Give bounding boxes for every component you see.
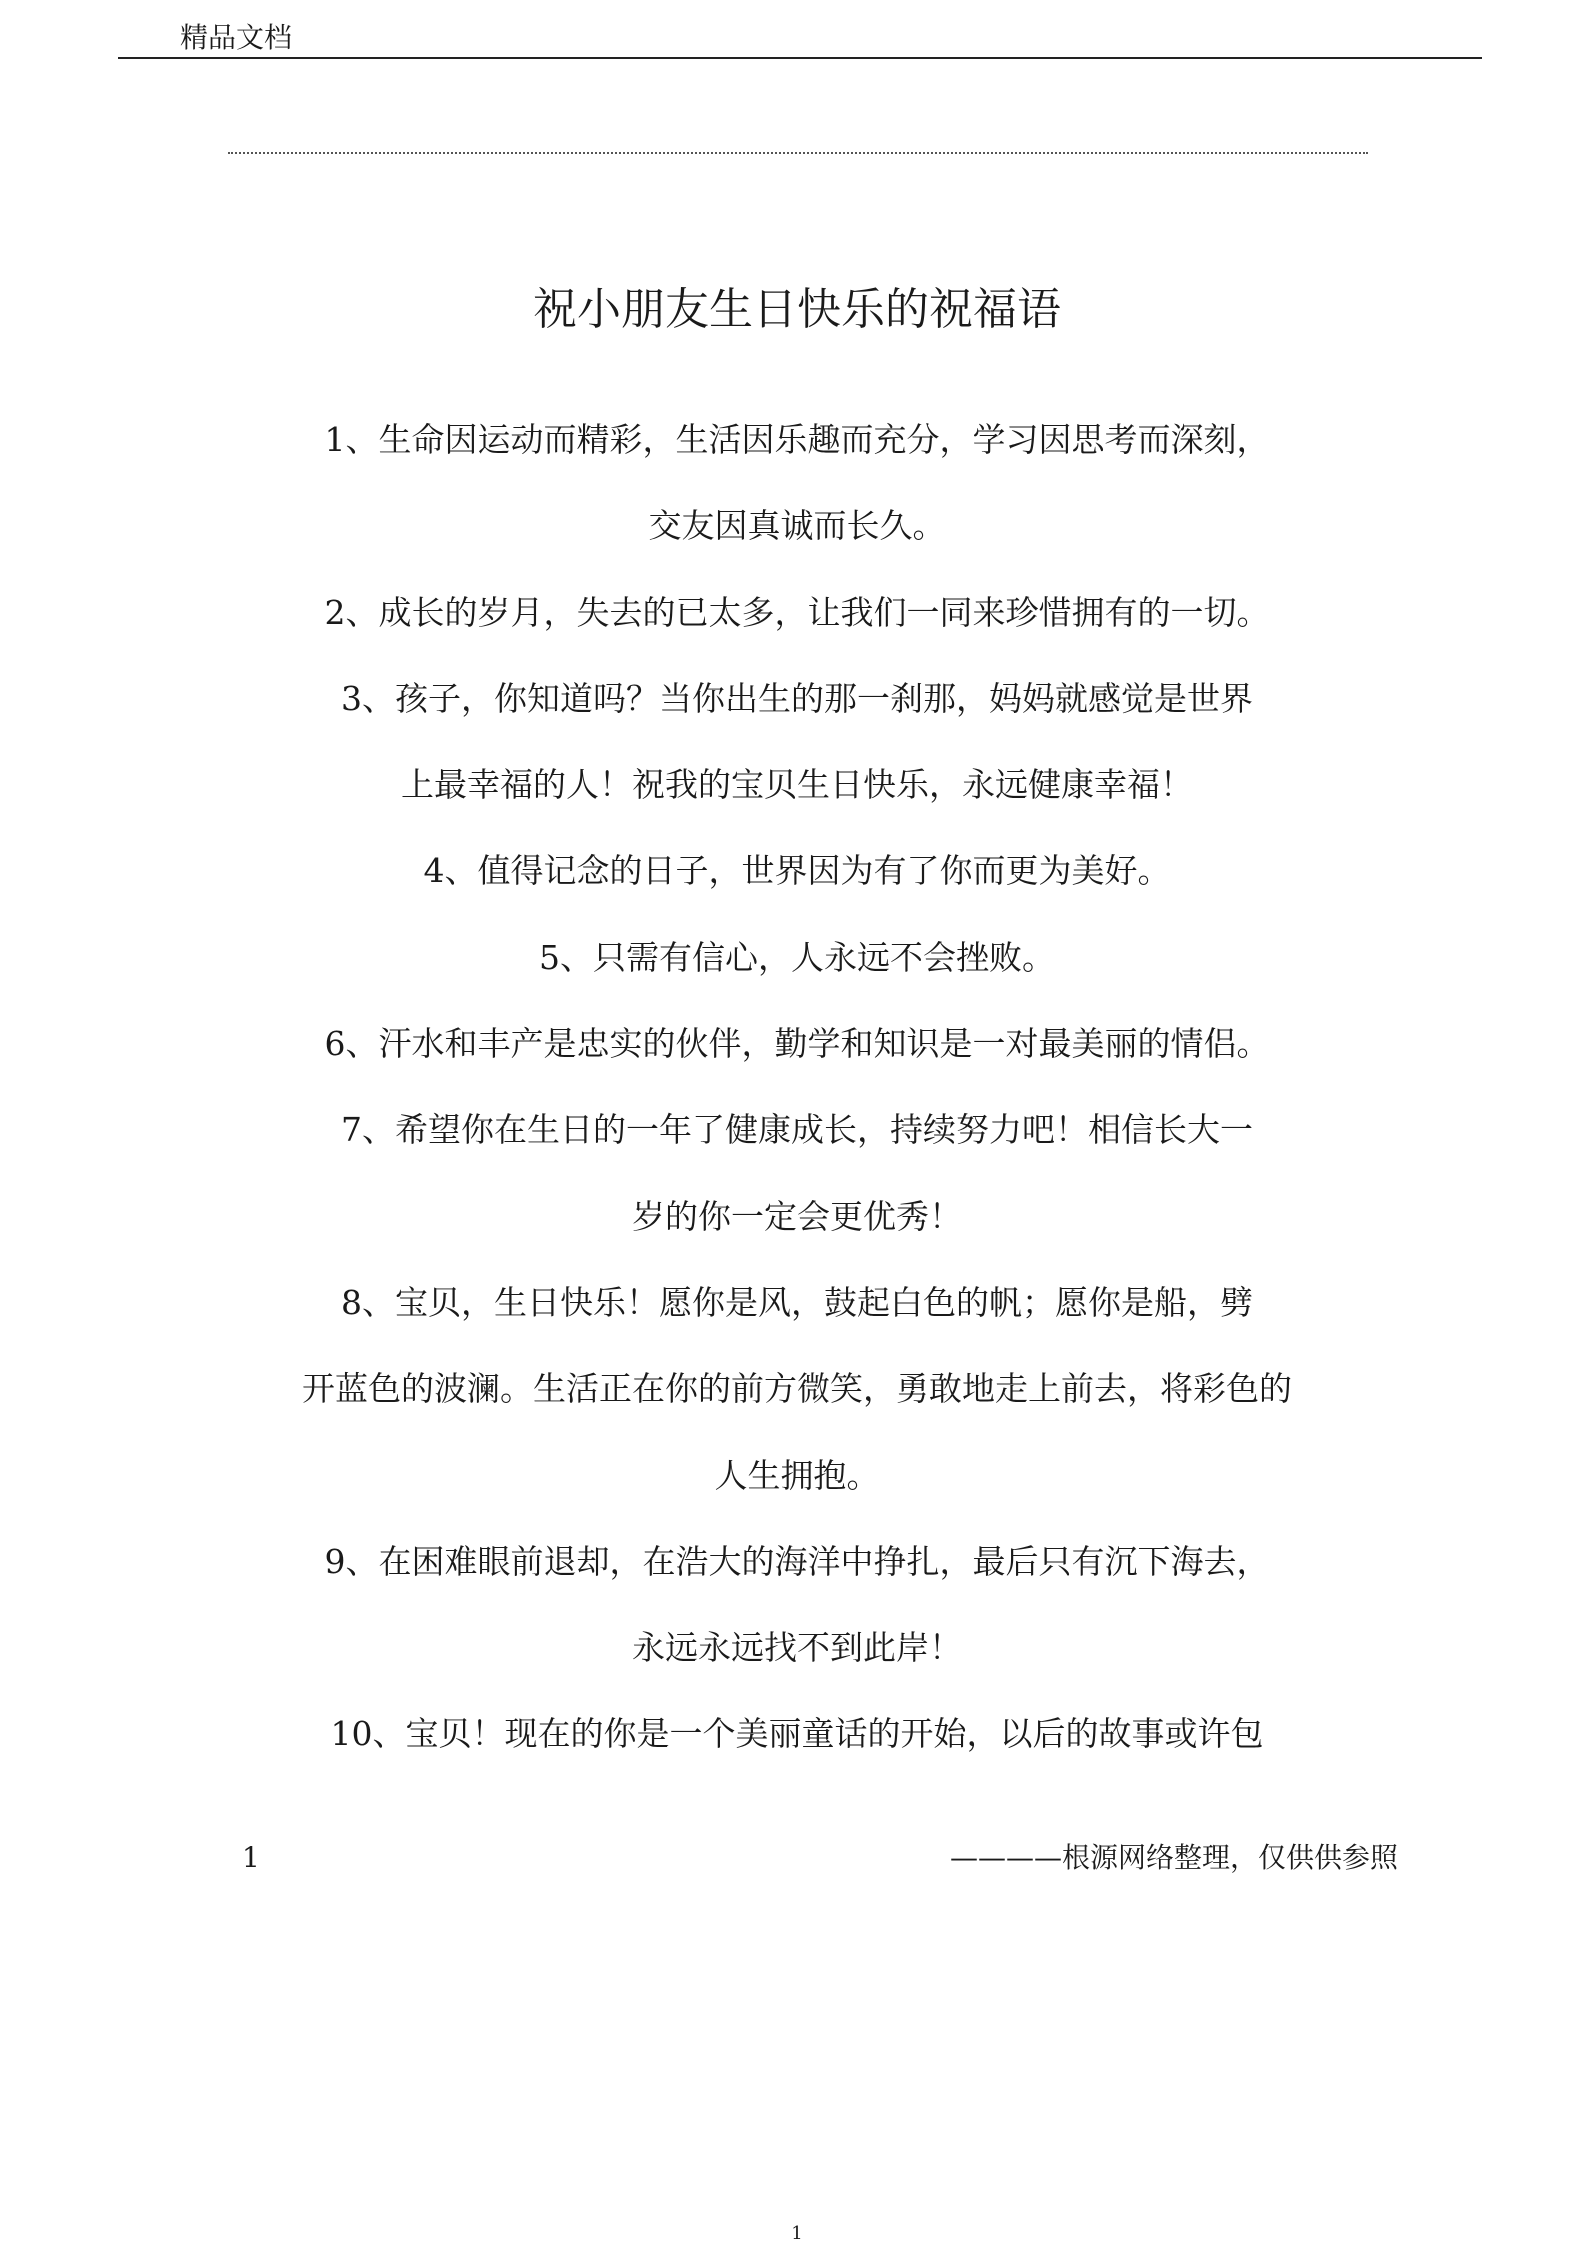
body-line: 永远永远找不到此岸！ <box>632 1628 962 1668</box>
document-body <box>0 410 1594 1791</box>
dotted-divider <box>228 152 1368 154</box>
body-line: 开蓝色的波澜。生活正在你的前方微笑，勇敢地走上前去，将彩色的 <box>302 1369 1292 1409</box>
body-line: 2、成长的岁月，失去的已太多，让我们一同来珍惜拥有的一切。 <box>324 592 1270 632</box>
body-line: 10、宝贝！现在的你是一个美丽童话的开始，以后的故事或许包 <box>330 1714 1264 1754</box>
body-line: 交友因真诚而长久。 <box>648 506 946 546</box>
footer-credit: ————根源网络整理，仅供供参照 <box>949 1841 1398 1874</box>
body-line: 8、宝贝，生日快乐！愿你是风，鼓起白色的帆；愿你是船，劈 <box>341 1282 1253 1322</box>
body-line: 上最幸福的人！祝我的宝贝生日快乐，永远健康幸福！ <box>401 765 1193 805</box>
body-line: 3、孩子，你知道吗？当你出生的那一刹那，妈妈就感觉是世界 <box>341 678 1253 718</box>
document-title: 祝小朋友生日快乐的祝福语 <box>533 284 1061 335</box>
body-line: 岁的你一定会更优秀！ <box>632 1196 962 1236</box>
body-line: 6、汗水和丰产是忠实的伙伴，勤学和知识是一对最美丽的情侣。 <box>324 1024 1270 1064</box>
body-line: 4、值得记念的日子，世界因为有了你而更为美好。 <box>423 851 1171 891</box>
header-label: 精品文档 <box>180 21 293 54</box>
body-line: 9、在困难眼前退却，在浩大的海洋中挣扎，最后只有沉下海去， <box>324 1541 1270 1581</box>
body-line: 5、只需有信心，人永远不会挫败。 <box>539 937 1055 977</box>
footer-left-number: 1 <box>242 1841 260 1874</box>
page-number: 1 <box>791 2223 803 2244</box>
body-line: 人生拥抱。 <box>714 1455 880 1495</box>
header-divider <box>118 57 1482 59</box>
body-line: 7、希望你在生日的一年了健康成长，持续努力吧！相信长大一 <box>341 1110 1253 1150</box>
body-line: 1、生命因运动而精彩，生活因乐趣而充分，学习因思考而深刻， <box>324 420 1270 459</box>
